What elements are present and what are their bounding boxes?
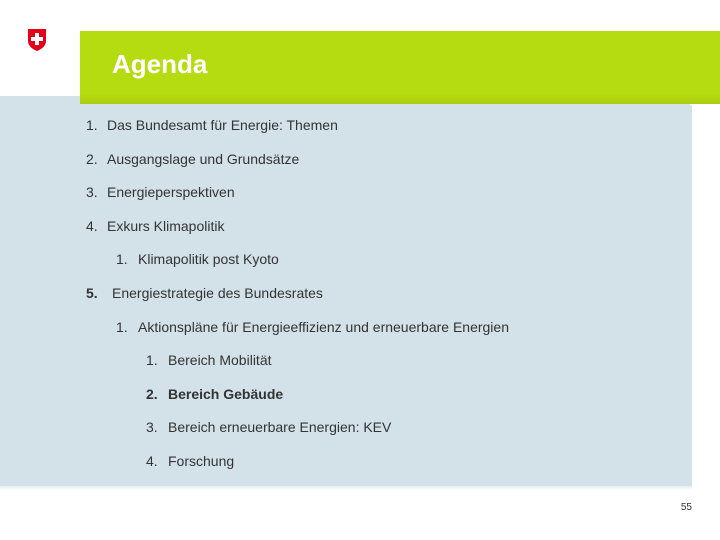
agenda-subitem-5-1-3: 3. Bereich erneuerbare Energien: KEV [146, 419, 392, 435]
agenda-item-1: 1. Das Bundesamt für Energie: Themen [86, 117, 338, 133]
page-title: Agenda [112, 49, 208, 79]
agenda-item-4: 4. Exkurs Klimapolitik [86, 218, 225, 234]
agenda-item-label: Exkurs Klimapolitik [107, 218, 225, 234]
agenda-subitem-5-1-4: 4. Forschung [146, 453, 235, 469]
agenda-subitem-5-1-2: 2. Bereich Gebäude [146, 386, 284, 402]
agenda-item-label: Bereich Gebäude [168, 386, 284, 402]
agenda-item-3: 3. Energieperspektiven [86, 184, 235, 200]
agenda-subitem-4-1: 1. Klimapolitik post Kyoto [116, 251, 279, 267]
agenda-item-label: Energiestrategie des Bundesrates [112, 285, 323, 301]
agenda-subitem-5-1-1: 1. Bereich Mobilität [146, 352, 272, 368]
agenda-item-label: Das Bundesamt für Energie: Themen [107, 117, 338, 133]
agenda-subitem-5-1: 1. Aktionspläne für Energieeffizienz und erneuerbare Energien [116, 319, 509, 335]
agenda-item-label: Energieperspektiven [107, 184, 235, 200]
agenda-item-label: Bereich Mobilität [168, 352, 272, 368]
agenda-item-label: Aktionspläne für Energieeffizienz und erneuerbare Energien [138, 319, 509, 335]
agenda-item-label: Forschung [168, 453, 235, 469]
agenda-item-2: 2. Ausgangslage und Grundsätze [86, 151, 300, 167]
agenda-item-5: 5. Energiestrategie des Bundesrates [86, 285, 323, 301]
agenda-item-label: Klimapolitik post Kyoto [138, 251, 279, 267]
agenda-item-label: Ausgangslage und Grundsätze [107, 151, 300, 167]
page-number: 55 [680, 502, 692, 513]
agenda-item-label: Bereich erneuerbare Energien: KEV [168, 419, 392, 435]
